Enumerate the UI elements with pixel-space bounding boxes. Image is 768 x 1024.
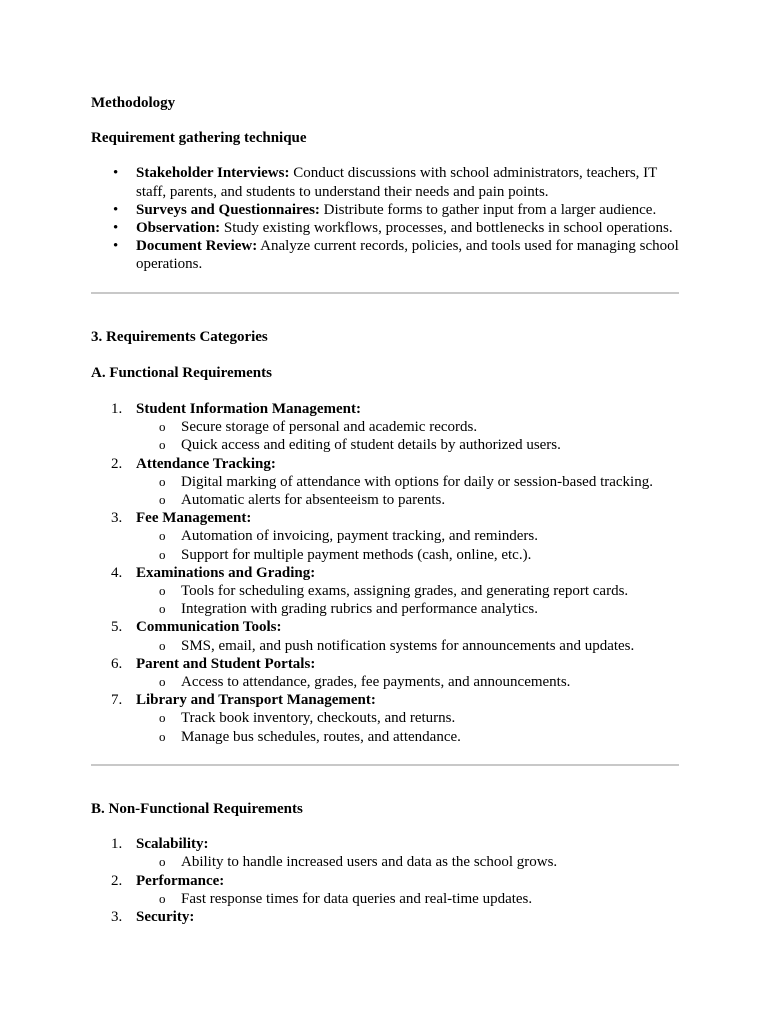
circle-bullet-icon: o	[159, 473, 166, 489]
sub-list-item	[91, 673, 679, 691]
sub-list	[136, 527, 679, 563]
sub-list	[136, 673, 679, 691]
sub-list	[136, 890, 679, 908]
sub-list-item	[91, 546, 679, 564]
circle-bullet-icon: o	[159, 546, 166, 562]
item-label: Scalability:	[136, 836, 209, 853]
sub-list	[136, 418, 679, 454]
sub-list-item	[91, 436, 679, 454]
list-item	[91, 164, 679, 200]
item-label: Library and Transport Management:	[136, 692, 376, 709]
sub-list-item	[91, 491, 679, 509]
item-number: 4.	[111, 564, 123, 581]
item-label: Fee Management:	[136, 510, 252, 527]
item-label: Observation:	[136, 220, 221, 237]
sub-item-text: Automatic alerts for absenteeism to parents.	[181, 492, 446, 509]
document-page	[91, 94, 679, 926]
list-item	[91, 237, 679, 273]
item-label: Security:	[136, 908, 195, 925]
sub-item-text: Integration with grading rubrics and performance analytics.	[181, 601, 538, 618]
item-number: 5.	[111, 619, 123, 636]
methodology-heading: Methodology	[91, 95, 176, 111]
circle-bullet-icon: o	[159, 419, 166, 435]
circle-bullet-icon: o	[159, 637, 166, 653]
circle-bullet-icon: o	[159, 890, 166, 906]
item-number: 6.	[111, 655, 123, 672]
item-number: 7.	[111, 692, 123, 709]
functional-requirements-list	[91, 400, 679, 746]
item-label: Surveys and Questionnaires:	[136, 201, 320, 218]
sub-list-item	[91, 890, 679, 908]
item-label: Stakeholder Interviews:	[136, 165, 290, 182]
circle-bullet-icon: o	[159, 854, 166, 870]
circle-bullet-icon: o	[159, 492, 166, 508]
list-item	[91, 201, 679, 219]
sub-list	[136, 582, 679, 618]
numbered-item	[91, 872, 679, 908]
item-number: 2.	[111, 455, 123, 472]
sub-item-text: Automation of invoicing, payment tracking, and reminders.	[181, 528, 538, 545]
circle-bullet-icon: o	[159, 674, 166, 690]
item-number: 3.	[111, 908, 123, 925]
numbered-item	[91, 618, 679, 654]
numbered-item	[91, 455, 679, 510]
bullet-icon: •	[113, 165, 119, 182]
circle-bullet-icon: o	[159, 437, 166, 453]
sub-list-item	[91, 418, 679, 436]
sub-item-text: Support for multiple payment methods (cash, online, etc.).	[181, 546, 532, 563]
sub-item-text: Manage bus schedules, routes, and attendance.	[181, 728, 461, 745]
numbered-item	[91, 400, 679, 455]
circle-bullet-icon: o	[159, 601, 166, 617]
item-text: Conduct discussions with school administrators, teachers, IT staff, parents, and students to understand their needs and pain points.	[136, 165, 658, 200]
sub-item-text: Secure storage of personal and academic records.	[181, 419, 478, 436]
numbered-item	[91, 509, 679, 564]
sub-item-text: Track book inventory, checkouts, and returns.	[181, 710, 456, 727]
functional-requirements-heading: A. Functional Requirements	[91, 364, 272, 381]
numbered-item	[91, 564, 679, 619]
technique-list	[91, 164, 679, 273]
bullet-icon: •	[113, 201, 119, 218]
sub-list	[136, 637, 679, 655]
requirements-categories-heading: 3. Requirements Categories	[91, 328, 268, 345]
item-label: Attendance Tracking:	[136, 455, 276, 472]
item-number: 1.	[111, 401, 123, 418]
numbered-item	[91, 835, 679, 871]
sub-list-item	[91, 600, 679, 618]
horizontal-rule	[91, 292, 679, 294]
list-item	[91, 219, 679, 237]
sub-list-item	[91, 473, 679, 491]
item-label: Document Review:	[136, 238, 258, 255]
sub-list-item	[91, 853, 679, 871]
sub-item-text: Fast response times for data queries and real-time updates.	[181, 890, 533, 907]
item-label: Parent and Student Portals:	[136, 655, 316, 672]
item-text: Analyze current records, policies, and tools used for managing school operations.	[136, 238, 679, 273]
item-label: Performance:	[136, 872, 225, 889]
sub-list-item	[91, 527, 679, 545]
sub-list-item	[91, 637, 679, 655]
bullet-icon: •	[113, 238, 119, 255]
numbered-item	[91, 908, 679, 926]
requirement-gathering-heading: Requirement gathering technique	[91, 130, 307, 147]
circle-bullet-icon: o	[159, 528, 166, 544]
sub-item-text: Tools for scheduling exams, assigning grades, and generating report cards.	[181, 583, 629, 600]
sub-list	[136, 709, 679, 745]
circle-bullet-icon: o	[159, 728, 166, 744]
sub-item-text: Ability to handle increased users and data as the school grows.	[181, 854, 558, 871]
item-label: Student Information Management:	[136, 401, 361, 418]
sub-list	[136, 853, 679, 871]
sub-list-item	[91, 709, 679, 727]
sub-list	[136, 473, 679, 509]
item-number: 3.	[111, 510, 123, 527]
item-label: Communication Tools:	[136, 619, 282, 636]
sub-item-text: Digital marking of attendance with options for daily or session-based tracking.	[181, 473, 653, 490]
sub-item-text: Quick access and editing of student details by authorized users.	[181, 437, 561, 454]
item-text: Study existing workflows, processes, and bottlenecks in school operations.	[223, 220, 673, 237]
nonfunctional-requirements-heading: B. Non-Functional Requirements	[91, 800, 303, 817]
bullet-icon: •	[113, 220, 119, 237]
sub-item-text: SMS, email, and push notification systems for announcements and updates.	[181, 637, 635, 654]
item-number: 1.	[111, 836, 123, 853]
sub-list-item	[91, 582, 679, 600]
item-label: Examinations and Grading:	[136, 564, 316, 581]
circle-bullet-icon: o	[159, 583, 166, 599]
numbered-item	[91, 691, 679, 746]
nonfunctional-requirements-list	[91, 835, 679, 926]
sub-list-item	[91, 728, 679, 746]
numbered-item	[91, 655, 679, 691]
circle-bullet-icon: o	[159, 710, 166, 726]
item-text: Distribute forms to gather input from a larger audience.	[323, 201, 657, 218]
item-number: 2.	[111, 872, 123, 889]
horizontal-rule	[91, 764, 679, 766]
sub-item-text: Access to attendance, grades, fee payments, and announcements.	[181, 674, 571, 691]
